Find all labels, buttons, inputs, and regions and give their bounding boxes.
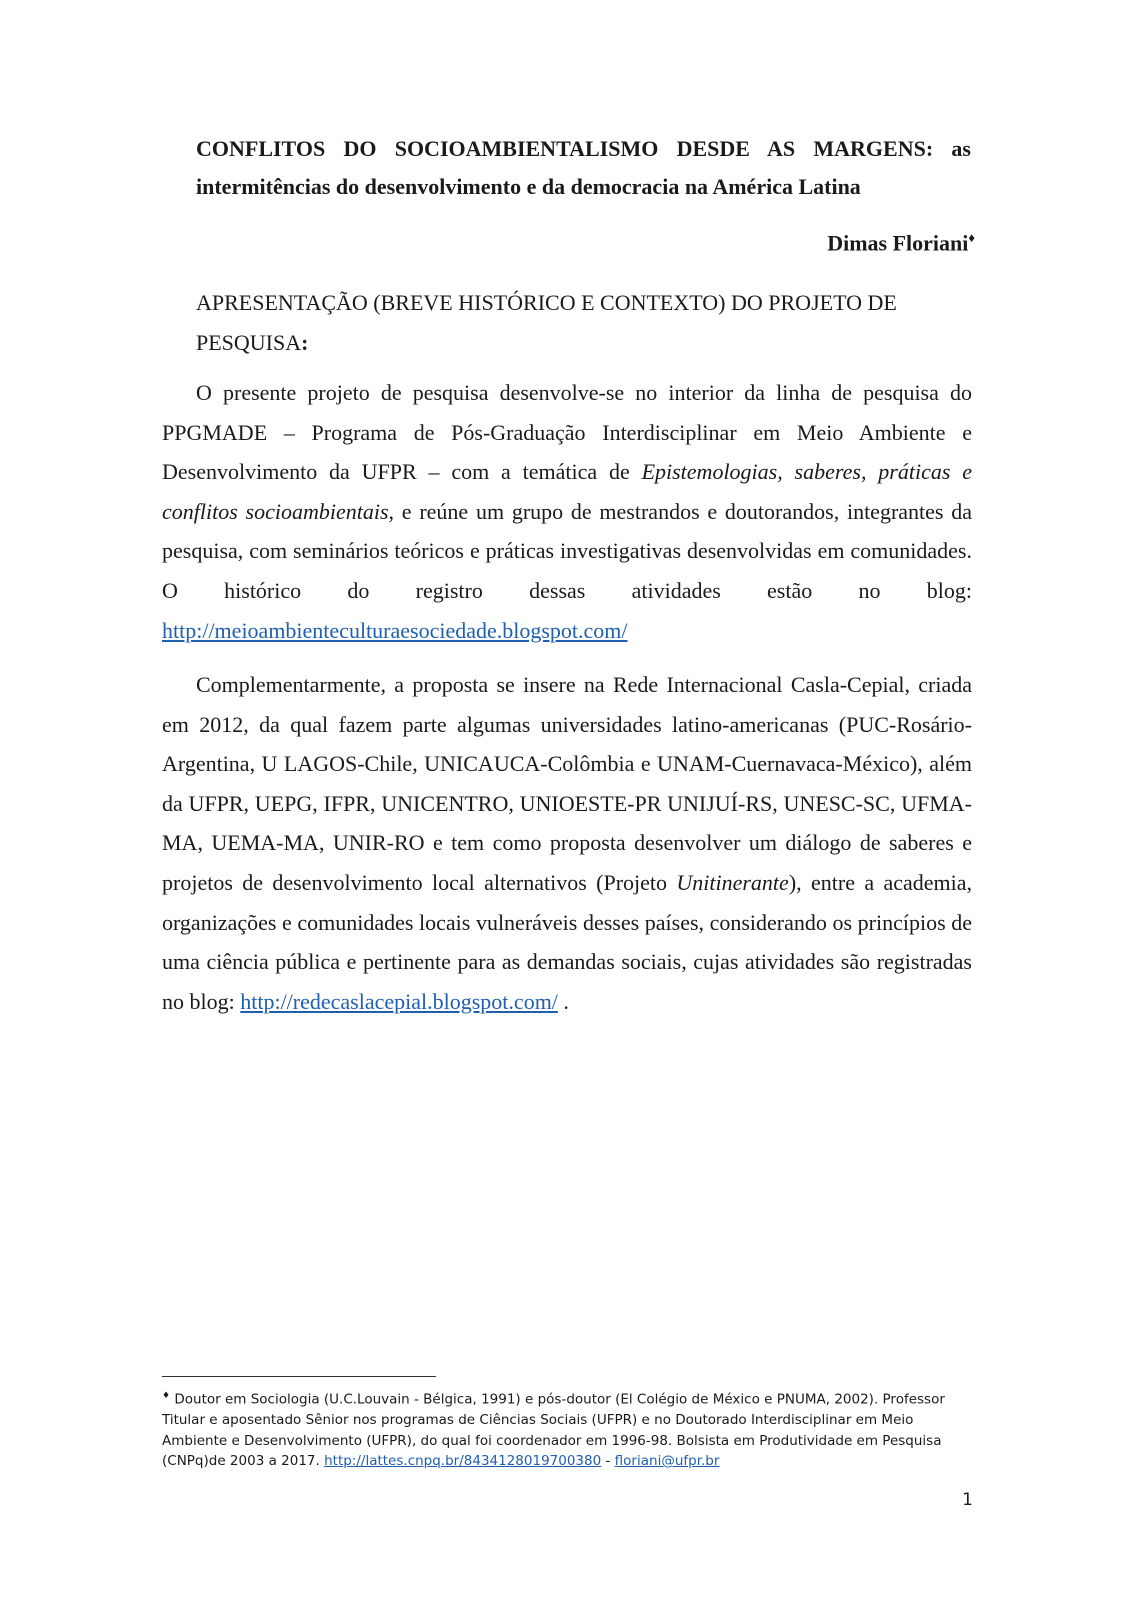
blog-link-meioambiente[interactable]: http://meioambienteculturaesociedade.blogspot.com/ (162, 617, 628, 643)
footnote-text: Doutor em Sociologia (U.C.Louvain - Bélgica, 1991) e pós-doutor (El Colégio de México e PNUMA, 2002). Professor Titular e aposentado Sênior nos programas de Ciências Sociais (UFPR) e no Doutorado Interdisciplinar em Meio Ambiente e Desenvolvimento (UFPR), do qual foi coordenador em 1996-98. Bolsista em Produtividade em Pesquisa (CNPq)de 2003 a 2017. (162, 1391, 945, 1469)
section-heading (196, 283, 956, 363)
section-heading-text: APRESENTAÇÃO (BREVE HISTÓRICO E CONTEXTO) DO PROJETO DE PESQUISA (196, 290, 897, 355)
footnote (162, 1386, 972, 1472)
email-link[interactable]: floriani@ufpr.br (614, 1453, 720, 1469)
footnote-separator: - (601, 1453, 615, 1469)
paragraph-2-text-b: ), entre a academia, organizações e comunidades locais vulneráveis desses países, considerando os princípios de uma ciência pública e pertinente para as demandas sociais, cujas atividades são registradas no blog: (162, 869, 972, 1014)
paragraph-2-text-a: Complementarmente, a proposta se insere na Rede Internacional Casla-Cepial, criada em 2012, da qual fazem parte algumas universidades latino-americanas (PUC-Rosário-Argentina, U LAGOS-Chile, UNICAUCA-Colômbia e UNAM-Cuernavaca-México), além da UFPR, UEPG, IFPR, UNICENTRO, UNIOESTE-PR UNIJUÍ-RS, UNESC-SC, UFMA-MA, UEMA-MA, UNIR-RO e tem como proposta desenvolver um diálogo de saberes e projetos de desenvolvimento local alternativos (Projeto (162, 672, 972, 895)
title-line-1: CONFLITOS DO SOCIOAMBIENTALISMO DESDE AS MARGENS: as (196, 136, 971, 161)
document-title (196, 130, 971, 206)
paragraph-1 (162, 373, 972, 650)
paragraph-2 (162, 665, 972, 1021)
author (827, 230, 975, 256)
paragraph-1-text-b: , e reúne um grupo de mestrandos e doutorandos, integrantes da pesquisa, com seminários teóricos e práticas investigativas desenvolvidas em comunidades. O histórico do registro dessas atividades estão no blog: (162, 498, 972, 603)
blog-link-redecaslacepial[interactable]: http://redecaslacepial.blogspot.com/ (240, 988, 558, 1014)
title-line-2: intermitências do desenvolvimento e da democracia na América Latina (196, 174, 861, 199)
paragraph-2-italic: Unitinerante (676, 869, 789, 895)
author-name: Dimas Floriani (827, 230, 969, 256)
footnote-marker-icon: ♦ (162, 1391, 171, 1401)
lattes-link[interactable]: http://lattes.cnpq.br/8434128019700380 (324, 1453, 602, 1469)
paragraph-1-italic: Epistemologias, saberes, práticas e conflitos socioambientais (162, 459, 972, 524)
section-heading-colon: : (301, 330, 309, 355)
paragraph-2-text-c: . (557, 988, 569, 1014)
footnote-reference-icon[interactable]: ♦ (968, 230, 975, 245)
paragraph-1-text-a: O presente projeto de pesquisa desenvolve-se no interior da linha de pesquisa do PPGMADE – Programa de Pós-Graduação Interdisciplinar em Meio Ambiente e Desenvolvimento da UFPR – com a temática de (162, 380, 972, 485)
footnote-divider (162, 1376, 436, 1377)
page-number: 1 (962, 1490, 973, 1510)
